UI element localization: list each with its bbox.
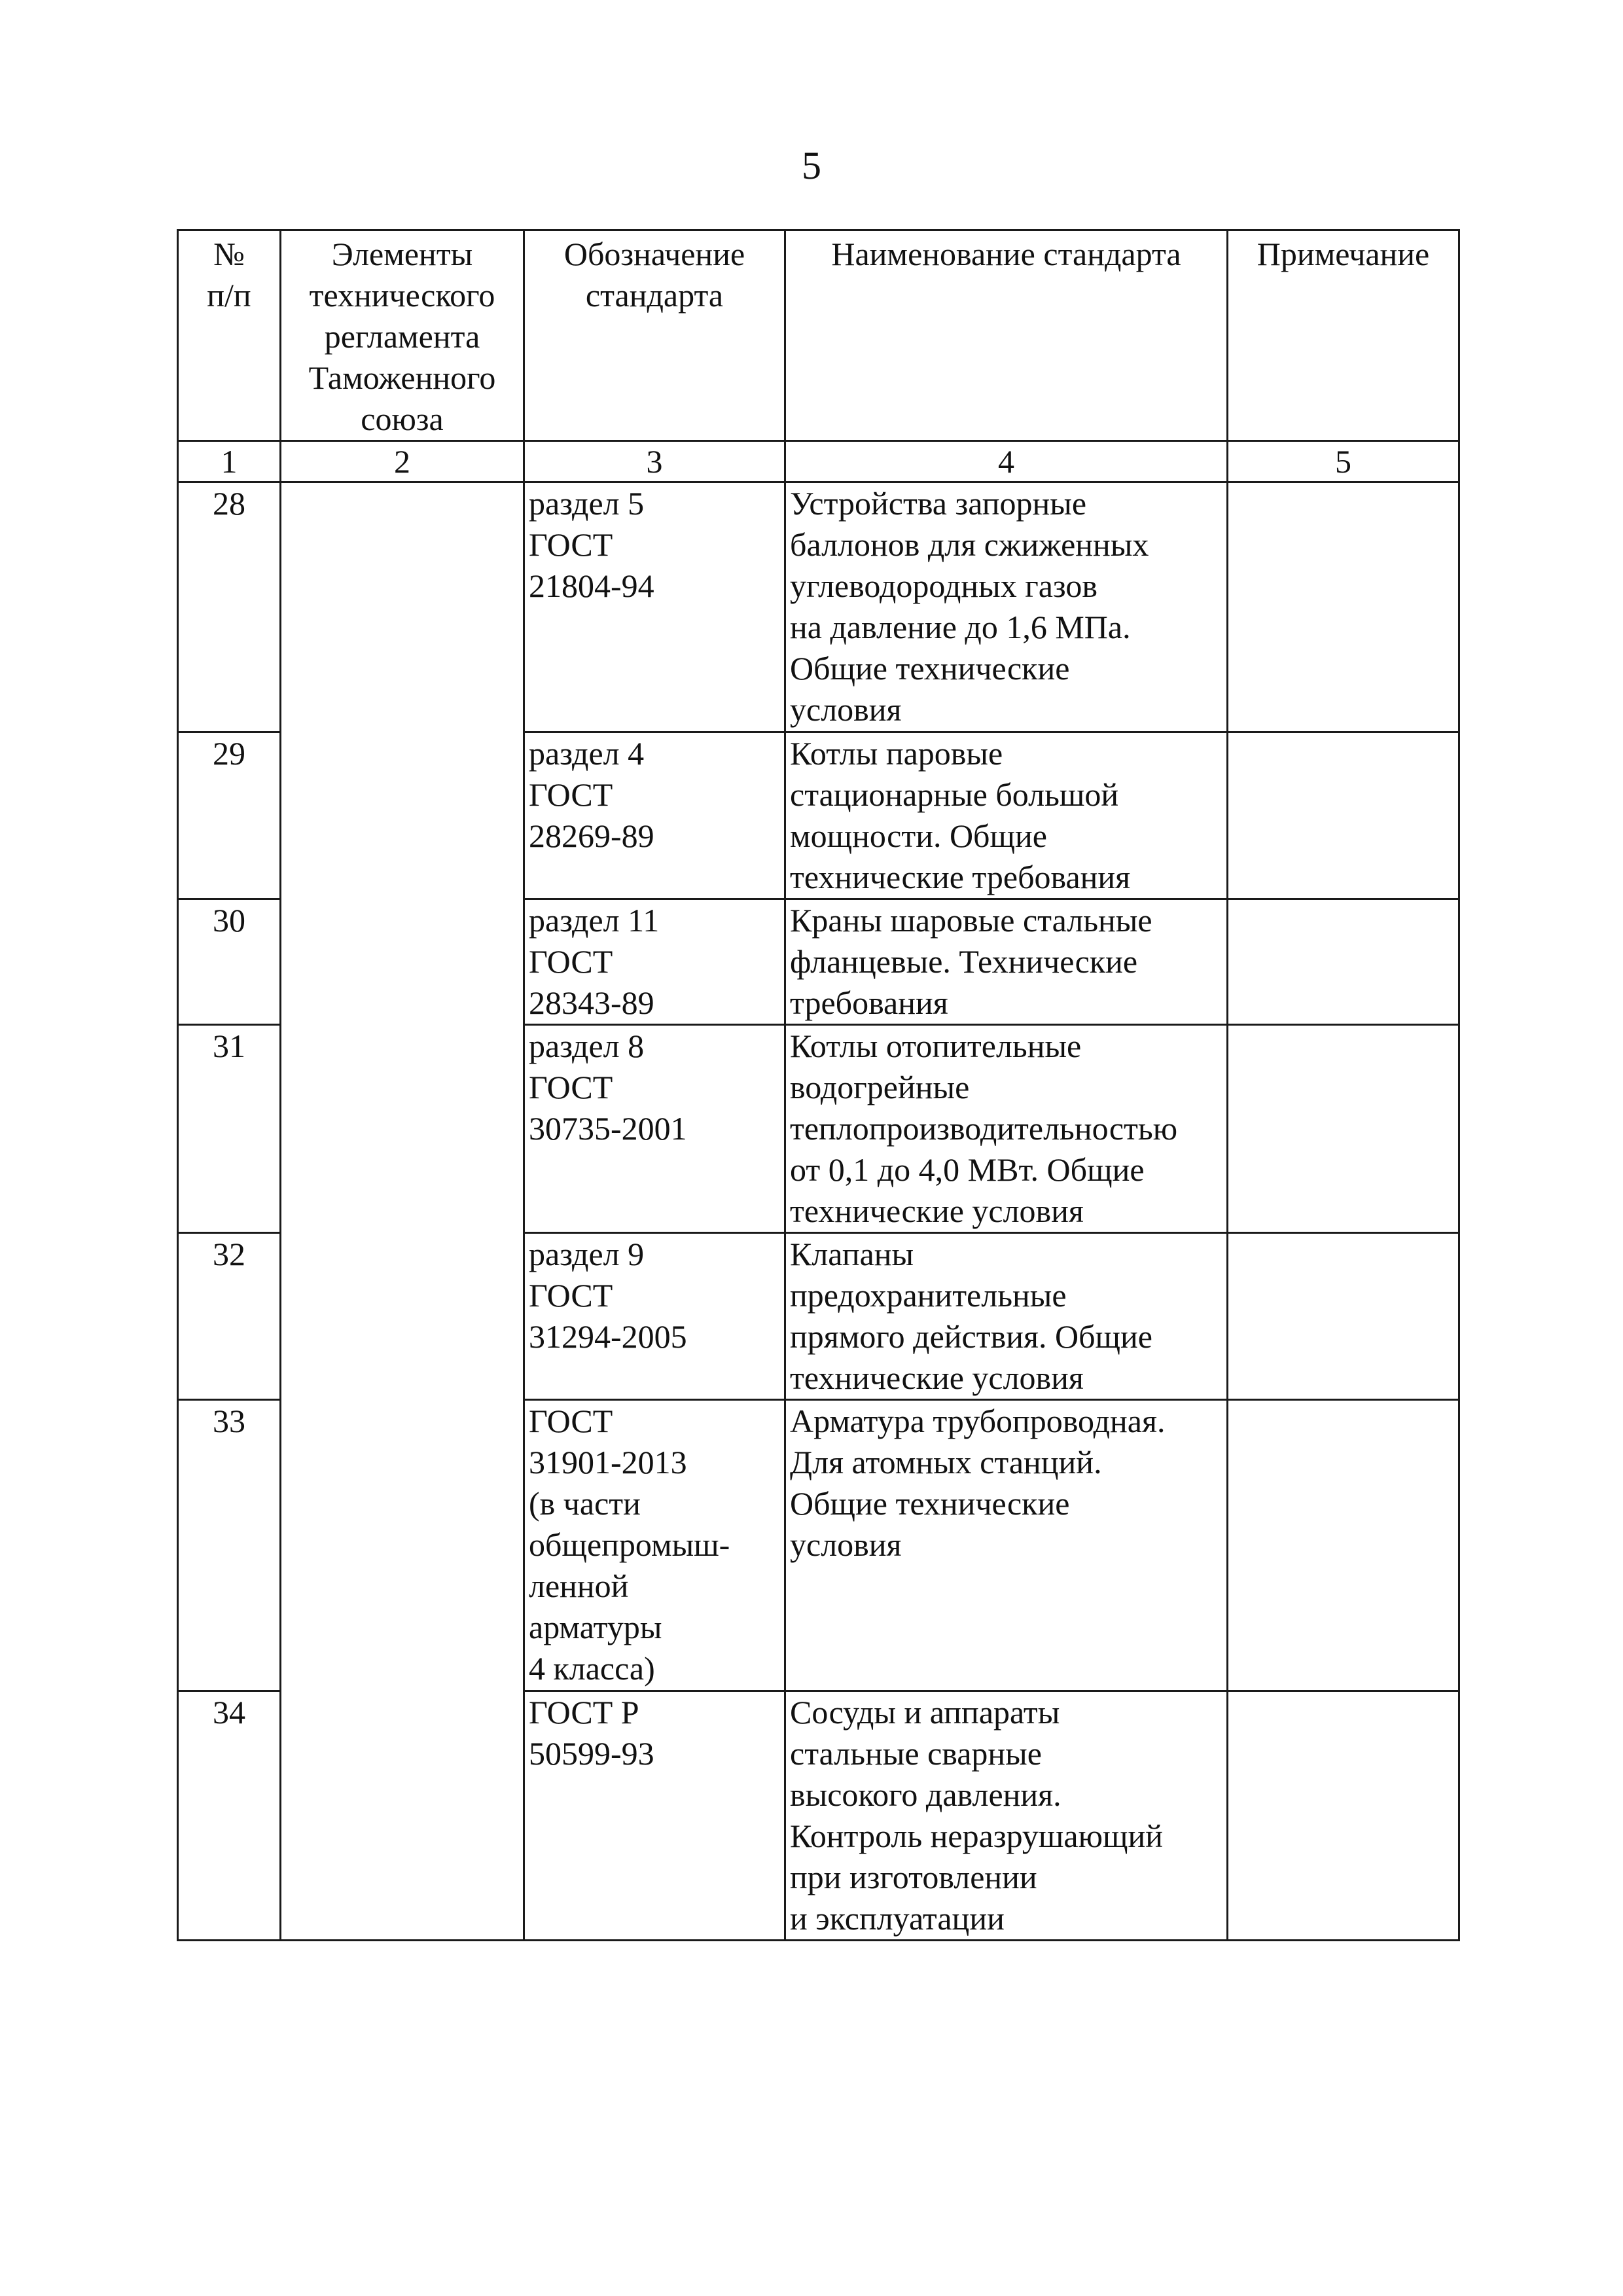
name-line: фланцевые. Технические xyxy=(790,943,1138,980)
header-line: п/п xyxy=(207,277,251,314)
designation-line: 31901-2013 xyxy=(529,1444,687,1480)
designation-line: 28343-89 xyxy=(529,984,654,1021)
note-cell xyxy=(1228,1025,1459,1233)
note-cell xyxy=(1228,732,1459,899)
name-line: Краны шаровые стальные xyxy=(790,902,1152,939)
standard-name-cell xyxy=(785,1691,1228,1941)
designation-line: общепромыш- xyxy=(529,1526,730,1563)
designation-line: 31294-2005 xyxy=(529,1318,687,1355)
note-cell xyxy=(1228,1233,1459,1400)
table-row xyxy=(178,482,1459,732)
designation-line: раздел 8 xyxy=(529,1028,645,1064)
header-line: Элементы xyxy=(331,236,473,272)
header-line: союза xyxy=(361,401,444,437)
header-line: Обозначение xyxy=(563,236,745,272)
standards-table xyxy=(177,229,1460,1941)
designation-line: ГОСТ xyxy=(529,1069,613,1105)
note-cell xyxy=(1228,482,1459,732)
standard-name-cell xyxy=(785,732,1228,899)
header-line: стандарта xyxy=(585,277,724,314)
designation-cell xyxy=(524,1025,785,1233)
designation-line: ГОСТ xyxy=(529,526,613,563)
name-line: при изготовлении xyxy=(790,1859,1037,1895)
standard-name-cell xyxy=(785,482,1228,732)
name-line: Сосуды и аппараты xyxy=(790,1694,1060,1731)
header-note xyxy=(1228,230,1459,441)
designation-line: 50599-93 xyxy=(529,1735,654,1772)
row-number: 31 xyxy=(178,1025,281,1233)
name-line: технические условия xyxy=(790,1359,1084,1396)
designation-line: раздел 9 xyxy=(529,1236,645,1272)
designation-line: ГОСТ xyxy=(529,1277,613,1314)
name-line: условия xyxy=(790,691,902,728)
elements-cell xyxy=(281,482,524,1941)
name-line: Общие технические xyxy=(790,1485,1070,1522)
name-line: Общие технические xyxy=(790,650,1070,687)
name-line: стационарные большой xyxy=(790,776,1119,813)
name-line: теплопроизводительностью xyxy=(790,1110,1178,1147)
column-number: 3 xyxy=(524,441,785,482)
designation-line: ГОСТ xyxy=(529,776,613,813)
name-line: Котлы отопительные xyxy=(790,1028,1082,1064)
name-line: Для атомных станций. xyxy=(790,1444,1102,1480)
column-number: 2 xyxy=(281,441,524,482)
name-line: водогрейные xyxy=(790,1069,970,1105)
header-line: Наименование стандарта xyxy=(831,236,1181,272)
name-line: предохранительные xyxy=(790,1277,1067,1314)
page-number: 5 xyxy=(802,144,821,187)
name-line: технические требования xyxy=(790,859,1131,895)
column-number: 4 xyxy=(785,441,1228,482)
name-line: Контроль неразрушающий xyxy=(790,1818,1163,1854)
designation-line: ГОСТ xyxy=(529,943,613,980)
designation-cell xyxy=(524,1691,785,1941)
name-line: Клапаны xyxy=(790,1236,914,1272)
header-line: Таможенного xyxy=(308,359,496,396)
name-line: Котлы паровые xyxy=(790,735,1003,772)
header-line: регламента xyxy=(324,318,480,355)
designation-cell xyxy=(524,1233,785,1400)
row-number: 34 xyxy=(178,1691,281,1941)
designation-cell xyxy=(524,732,785,899)
standard-name-cell xyxy=(785,1233,1228,1400)
designation-line: ГОСТ xyxy=(529,1403,613,1439)
header-row xyxy=(178,230,1459,441)
designation-line: раздел 11 xyxy=(529,902,660,939)
header-line: № xyxy=(213,236,245,272)
note-cell xyxy=(1228,1691,1459,1941)
designation-cell xyxy=(524,1400,785,1691)
designation-line: арматуры xyxy=(529,1609,662,1645)
column-number: 1 xyxy=(178,441,281,482)
column-number-row xyxy=(178,441,1459,482)
header-designation xyxy=(524,230,785,441)
designation-line: ленной xyxy=(529,1568,629,1604)
header-elements xyxy=(281,230,524,441)
row-number: 29 xyxy=(178,732,281,899)
name-line: мощности. Общие xyxy=(790,817,1047,854)
name-line: Устройства запорные xyxy=(790,485,1087,522)
name-line: технические условия xyxy=(790,1193,1084,1229)
standard-name-cell xyxy=(785,1400,1228,1691)
row-number: 30 xyxy=(178,899,281,1025)
designation-line: ГОСТ Р xyxy=(529,1694,639,1731)
name-line: требования xyxy=(790,984,948,1021)
row-number: 33 xyxy=(178,1400,281,1691)
header-line: технического xyxy=(309,277,495,314)
designation-line: раздел 5 xyxy=(529,485,645,522)
standard-name-cell xyxy=(785,899,1228,1025)
designation-line: (в части xyxy=(529,1485,641,1522)
note-cell xyxy=(1228,899,1459,1025)
name-line: на давление до 1,6 МПа. xyxy=(790,609,1131,645)
header-line: Примечание xyxy=(1257,236,1430,272)
name-line: от 0,1 до 4,0 МВт. Общие xyxy=(790,1151,1145,1188)
column-number: 5 xyxy=(1228,441,1459,482)
designation-line: 30735-2001 xyxy=(529,1110,687,1147)
name-line: высокого давления. xyxy=(790,1776,1061,1813)
name-line: Арматура трубопроводная. xyxy=(790,1403,1166,1439)
name-line: условия xyxy=(790,1526,902,1563)
standard-name-cell xyxy=(785,1025,1228,1233)
note-cell xyxy=(1228,1400,1459,1691)
name-line: и эксплуатации xyxy=(790,1900,1005,1937)
row-number: 32 xyxy=(178,1233,281,1400)
designation-cell xyxy=(524,899,785,1025)
designation-line: 4 класса) xyxy=(529,1650,655,1687)
designation-line: раздел 4 xyxy=(529,735,645,772)
designation-cell xyxy=(524,482,785,732)
name-line: углеводородных газов xyxy=(790,567,1097,604)
name-line: баллонов для сжиженных xyxy=(790,526,1149,563)
designation-line: 28269-89 xyxy=(529,817,654,854)
designation-line: 21804-94 xyxy=(529,567,654,604)
name-line: стальные сварные xyxy=(790,1735,1042,1772)
header-number xyxy=(178,230,281,441)
header-standard-name xyxy=(785,230,1228,441)
name-line: прямого действия. Общие xyxy=(790,1318,1152,1355)
row-number: 28 xyxy=(178,482,281,732)
